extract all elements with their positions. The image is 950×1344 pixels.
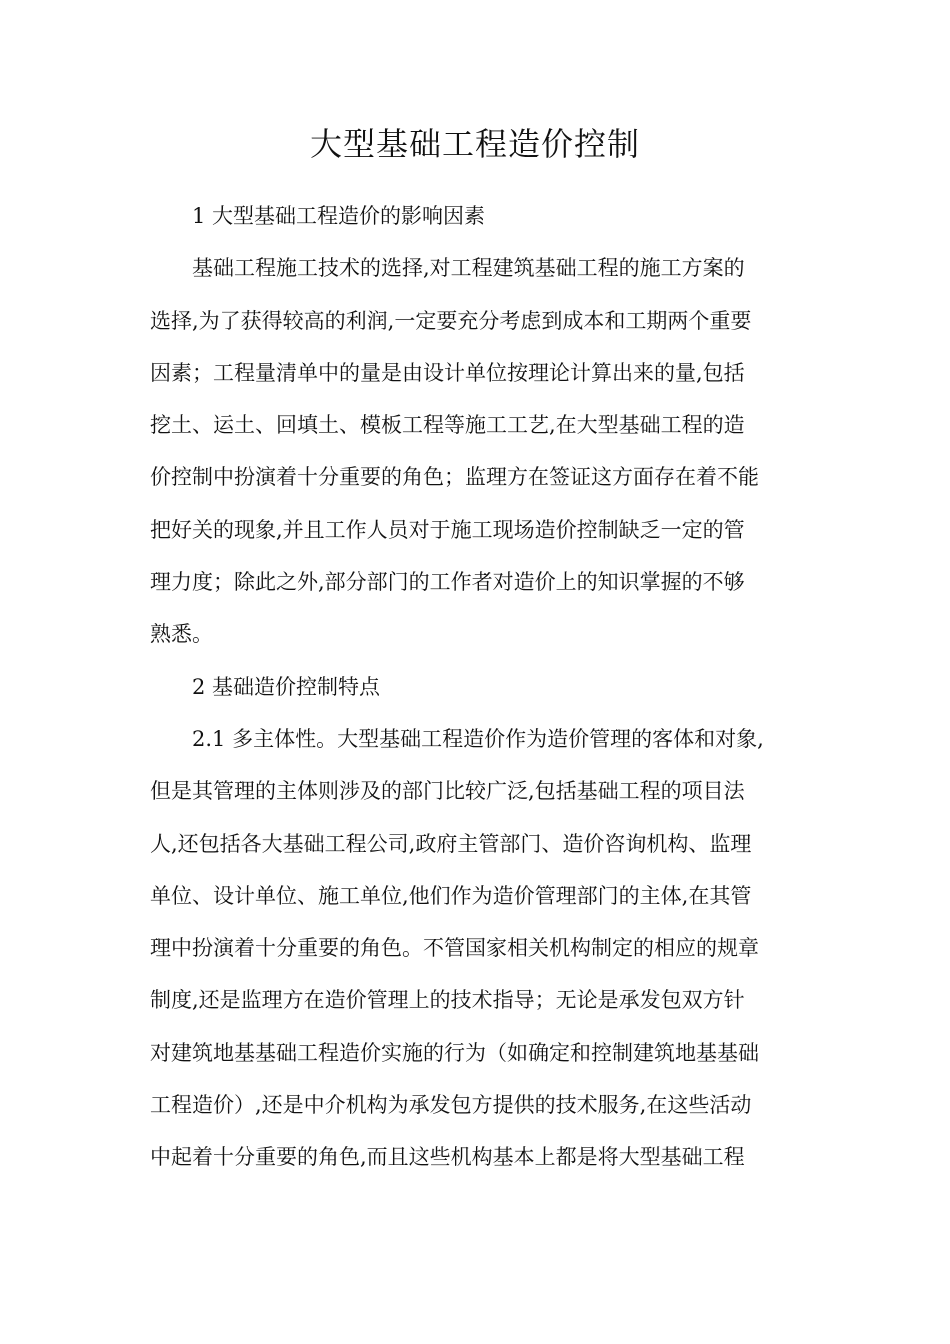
paragraph-line: 中起着十分重要的角色,而且这些机构基本上都是将大型基础工程 — [150, 1145, 745, 1170]
paragraph-line: 理中扮演着十分重要的角色。不管国家相关机构制定的相应的规章 — [150, 936, 759, 961]
paragraph-line: 2.1 多主体性。大型基础工程造价作为造价管理的客体和对象, — [192, 726, 764, 751]
paragraph-line: 基础工程施工技术的选择,对工程建筑基础工程的施工方案的 — [192, 256, 745, 281]
section-heading: 1 大型基础工程造价的影响因素 — [192, 204, 486, 228]
paragraph-line: 对建筑地基基础工程造价实施的行为（如确定和控制建筑地基基础 — [150, 1040, 759, 1065]
paragraph-line: 因素；工程量清单中的量是由设计单位按理论计算出来的量,包括 — [150, 360, 745, 385]
paragraph-line: 价控制中扮演着十分重要的角色；监理方在签证这方面存在着不能 — [150, 465, 759, 490]
paragraph-line: 制度,还是监理方在造价管理上的技术指导；无论是承发包双方针 — [150, 988, 745, 1013]
paragraph-line: 单位、设计单位、施工单位,他们作为造价管理部门的主体,在其管 — [150, 883, 752, 908]
paragraph-line: 熟悉。 — [150, 622, 213, 647]
paragraph-line: 选择,为了获得较高的利润,一定要充分考虑到成本和工期两个重要 — [150, 308, 752, 333]
paragraph-line: 理力度；除此之外,部分部门的工作者对造价上的知识掌握的不够 — [150, 570, 745, 595]
paragraph-line: 人,还包括各大基础工程公司,政府主管部门、造价咨询机构、监理 — [150, 831, 752, 856]
paragraph-line: 工程造价）,还是中介机构为承发包方提供的技术服务,在这些活动 — [150, 1093, 752, 1118]
paragraph-line: 挖土、运土、回填土、模板工程等施工工艺,在大型基础工程的造 — [150, 413, 745, 438]
section-heading: 2 基础造价控制特点 — [192, 674, 381, 699]
paragraph-line: 但是其管理的主体则涉及的部门比较广泛,包括基础工程的项目法 — [150, 779, 745, 804]
document-title: 大型基础工程造价控制 — [309, 125, 640, 163]
document-body — [150, 190, 810, 1184]
paragraph-line: 把好关的现象,并且工作人员对于施工现场造价控制缺乏一定的管 — [150, 517, 745, 542]
